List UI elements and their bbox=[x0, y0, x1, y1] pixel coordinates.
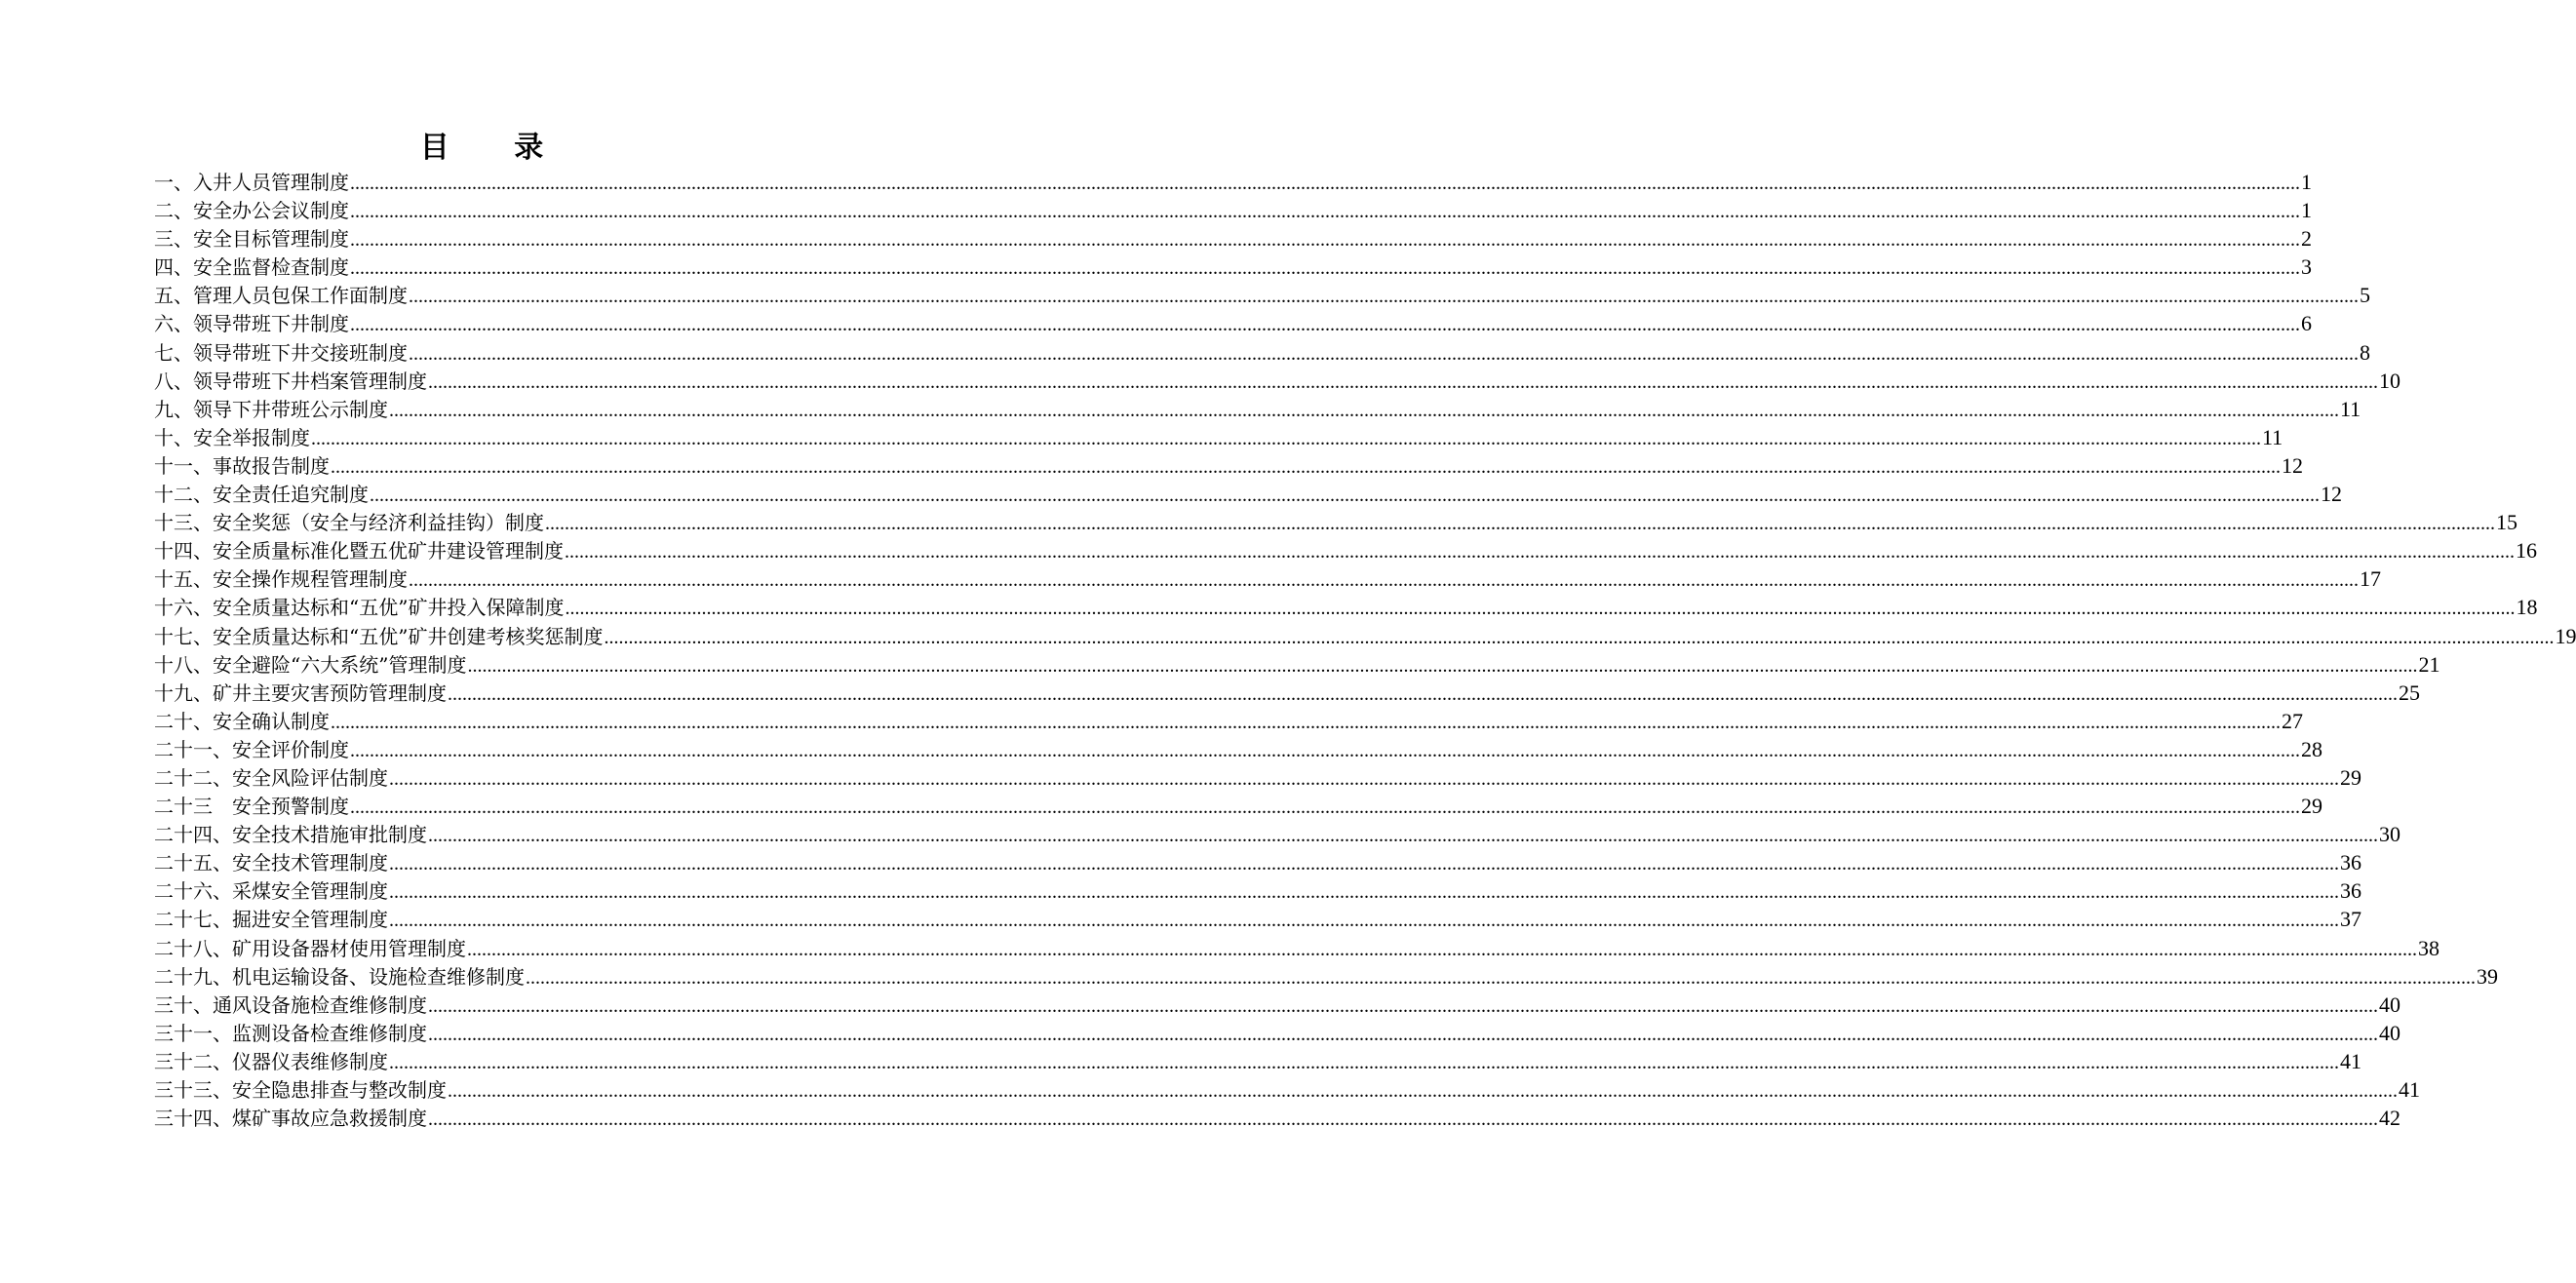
toc-dot-leader: ................................................................................................................................................................................................................................................................................................................................................................................................................ bbox=[409, 569, 2359, 592]
toc-page-number: 29 bbox=[2301, 794, 2322, 819]
toc-page-number: 8 bbox=[2360, 339, 2370, 365]
toc-page-number: 39 bbox=[2477, 963, 2498, 989]
toc-entry-title: 五、管理人员包保工作面制度 bbox=[154, 284, 408, 308]
toc-dot-leader: ................................................................................................................................................................................................................................................................................................................................................................................................................ bbox=[389, 910, 2339, 932]
toc-entry-title: 十八、安全避险“六大系统”管理制度 bbox=[154, 652, 467, 677]
toc-page-number: 41 bbox=[2399, 1077, 2420, 1102]
toc-entry-title: 十七、安全质量达标和“五优”矿井创建考核奖惩制度 bbox=[154, 624, 604, 648]
toc-entry[interactable] bbox=[154, 253, 2312, 281]
toc-dot-leader: ................................................................................................................................................................................................................................................................................................................................................................................................................ bbox=[604, 626, 2555, 648]
toc-entry[interactable] bbox=[154, 1104, 2400, 1132]
toc-page-number: 38 bbox=[2418, 935, 2439, 960]
toc-entry[interactable] bbox=[154, 707, 2303, 735]
toc-entry[interactable] bbox=[154, 309, 2312, 337]
toc-dot-leader: ................................................................................................................................................................................................................................................................................................................................................................................................................ bbox=[389, 767, 2339, 790]
toc-entry[interactable] bbox=[154, 338, 2370, 367]
toc-page-number: 19 bbox=[2555, 623, 2576, 648]
toc-entry[interactable] bbox=[154, 281, 2370, 309]
toc-entry[interactable] bbox=[154, 224, 2312, 253]
toc-entry[interactable] bbox=[154, 876, 2361, 905]
toc-entry[interactable] bbox=[154, 395, 2361, 423]
toc-entry-title: 十六、安全质量达标和“五优”矿井投入保障制度 bbox=[154, 596, 565, 620]
toc-dot-leader: ................................................................................................................................................................................................................................................................................................................................................................................................................ bbox=[389, 1051, 2339, 1073]
toc-entry-title: 四、安全监督检查制度 bbox=[154, 255, 349, 280]
toc-page-number: 5 bbox=[2360, 283, 2370, 308]
toc-entry-title: 二十四、安全技术措施审批制度 bbox=[154, 823, 427, 847]
toc-dot-leader: ................................................................................................................................................................................................................................................................................................................................................................................................................ bbox=[350, 229, 2300, 252]
toc-entry-title: 十一、事故报告制度 bbox=[154, 453, 330, 478]
toc-page-number: 30 bbox=[2379, 822, 2400, 847]
toc-entry[interactable] bbox=[154, 168, 2312, 196]
toc-dot-leader: ................................................................................................................................................................................................................................................................................................................................................................................................................ bbox=[428, 370, 2378, 393]
toc-dot-leader: ................................................................................................................................................................................................................................................................................................................................................................................................................ bbox=[350, 739, 2300, 761]
toc-entry-title: 三十一、监测设备检查维修制度 bbox=[154, 1021, 427, 1045]
table-of-contents bbox=[154, 168, 2576, 1132]
toc-dot-leader: ................................................................................................................................................................................................................................................................................................................................................................................................................ bbox=[370, 485, 2320, 507]
toc-page-number: 40 bbox=[2379, 991, 2400, 1017]
toc-page-number: 36 bbox=[2340, 850, 2361, 875]
toc-entry[interactable] bbox=[154, 905, 2361, 933]
toc-page-number: 6 bbox=[2301, 311, 2312, 336]
toc-page-number: 16 bbox=[2516, 538, 2537, 564]
toc-entry[interactable] bbox=[154, 1019, 2400, 1047]
toc-entry-title: 二十九、机电运输设备、设施检查维修制度 bbox=[154, 964, 525, 989]
toc-entry-title: 三十四、煤矿事故应急救援制度 bbox=[154, 1107, 427, 1131]
toc-entry[interactable] bbox=[154, 820, 2400, 848]
toc-page-number: 15 bbox=[2496, 510, 2517, 535]
toc-entry-title: 一、入井人员管理制度 bbox=[154, 171, 349, 194]
toc-page-number: 18 bbox=[2516, 595, 2538, 620]
toc-dot-leader: ................................................................................................................................................................................................................................................................................................................................................................................................................ bbox=[409, 342, 2359, 365]
toc-dot-leader: ................................................................................................................................................................................................................................................................................................................................................................................................................ bbox=[428, 1108, 2378, 1131]
toc-dot-leader: ................................................................................................................................................................................................................................................................................................................................................................................................................ bbox=[545, 513, 2495, 535]
toc-page-number: 40 bbox=[2379, 1020, 2400, 1045]
toc-dot-leader: ................................................................................................................................................................................................................................................................................................................................................................................................................ bbox=[331, 711, 2281, 733]
toc-dot-leader: ................................................................................................................................................................................................................................................................................................................................................................................................................ bbox=[331, 455, 2281, 478]
toc-entry-title: 二十七、掘进安全管理制度 bbox=[154, 908, 388, 932]
toc-entry-title: 二十三 安全预警制度 bbox=[154, 795, 349, 819]
toc-entry-title: 二十、安全确认制度 bbox=[154, 709, 330, 733]
toc-entry[interactable] bbox=[154, 564, 2381, 593]
toc-entry-title: 十三、安全奖惩（安全与经济利益挂钩）制度 bbox=[154, 511, 544, 535]
toc-entry-title: 八、领导带班下井档案管理制度 bbox=[154, 369, 427, 393]
toc-entry-title: 三、安全目标管理制度 bbox=[154, 227, 349, 252]
toc-dot-leader: ................................................................................................................................................................................................................................................................................................................................................................................................................ bbox=[311, 427, 2261, 449]
toc-page-number: 42 bbox=[2379, 1106, 2400, 1131]
toc-dot-leader: ................................................................................................................................................................................................................................................................................................................................................................................................................ bbox=[467, 654, 2418, 677]
toc-dot-leader: ................................................................................................................................................................................................................................................................................................................................................................................................................ bbox=[409, 286, 2359, 308]
toc-entry-title: 二十二、安全风险评估制度 bbox=[154, 765, 388, 790]
toc-page-number: 2 bbox=[2301, 226, 2312, 252]
toc-dot-leader: ................................................................................................................................................................................................................................................................................................................................................................................................................ bbox=[350, 257, 2300, 280]
toc-entry-title: 三十、通风设备施检查维修制度 bbox=[154, 992, 427, 1017]
toc-page-number: 21 bbox=[2418, 651, 2440, 677]
toc-dot-leader: ................................................................................................................................................................................................................................................................................................................................................................................................................ bbox=[467, 938, 2417, 960]
toc-entry[interactable] bbox=[154, 196, 2312, 224]
toc-entry-title: 十五、安全操作规程管理制度 bbox=[154, 567, 408, 592]
toc-page-number: 28 bbox=[2301, 736, 2322, 761]
toc-entry-title: 七、领导带班下井交接班制度 bbox=[154, 340, 408, 365]
toc-entry[interactable] bbox=[154, 991, 2400, 1019]
toc-entry[interactable] bbox=[154, 451, 2303, 480]
toc-page-number: 11 bbox=[2262, 424, 2283, 449]
toc-dot-leader: ................................................................................................................................................................................................................................................................................................................................................................................................................ bbox=[526, 966, 2476, 989]
toc-entry[interactable] bbox=[154, 367, 2400, 395]
toc-entry[interactable] bbox=[154, 650, 2440, 679]
toc-entry-title: 三十二、仪器仪表维修制度 bbox=[154, 1049, 388, 1073]
toc-entry-title: 二十一、安全评价制度 bbox=[154, 737, 349, 761]
toc-entry-title: 二十五、安全技术管理制度 bbox=[154, 851, 388, 875]
toc-entry[interactable] bbox=[154, 536, 2537, 564]
toc-dot-leader: ................................................................................................................................................................................................................................................................................................................................................................................................................ bbox=[389, 399, 2339, 421]
toc-entry-title: 二、安全办公会议制度 bbox=[154, 199, 349, 223]
toc-page-number: 27 bbox=[2282, 708, 2303, 733]
toc-entry[interactable] bbox=[154, 593, 2538, 621]
toc-entry-title: 九、领导下井带班公示制度 bbox=[154, 397, 388, 421]
toc-entry-title: 十、安全举报制度 bbox=[154, 425, 310, 449]
toc-entry[interactable] bbox=[154, 763, 2361, 792]
toc-dot-leader: ................................................................................................................................................................................................................................................................................................................................................................................................................ bbox=[448, 682, 2398, 705]
toc-dot-leader: ................................................................................................................................................................................................................................................................................................................................................................................................................ bbox=[389, 881, 2339, 904]
toc-dot-leader: ................................................................................................................................................................................................................................................................................................................................................................................................................ bbox=[389, 853, 2339, 875]
toc-entry[interactable] bbox=[154, 962, 2498, 991]
toc-page-number: 17 bbox=[2360, 566, 2381, 592]
toc-entry-title: 十九、矿井主要灾害预防管理制度 bbox=[154, 680, 447, 705]
toc-page-number: 10 bbox=[2379, 368, 2400, 393]
toc-dot-leader: ................................................................................................................................................................................................................................................................................................................................................................................................................ bbox=[350, 797, 2300, 819]
toc-dot-leader: ................................................................................................................................................................................................................................................................................................................................................................................................................ bbox=[350, 201, 2300, 223]
toc-page-number: 1 bbox=[2301, 198, 2312, 223]
toc-entry[interactable] bbox=[154, 1075, 2420, 1104]
toc-page-number: 29 bbox=[2340, 764, 2361, 790]
toc-page-number: 25 bbox=[2399, 680, 2420, 705]
toc-entry-title: 十二、安全责任追究制度 bbox=[154, 483, 369, 507]
toc-entry[interactable] bbox=[154, 480, 2342, 508]
toc-page-number: 12 bbox=[2282, 452, 2303, 478]
page-title: 目 录 bbox=[419, 131, 571, 165]
toc-entry-title: 三十三、安全隐患排查与整改制度 bbox=[154, 1078, 447, 1102]
toc-entry[interactable] bbox=[154, 735, 2322, 763]
toc-dot-leader: ................................................................................................................................................................................................................................................................................................................................................................................................................ bbox=[428, 994, 2378, 1017]
toc-page-number: 3 bbox=[2301, 254, 2312, 280]
toc-dot-leader: ................................................................................................................................................................................................................................................................................................................................................................................................................ bbox=[350, 314, 2300, 336]
toc-dot-leader: ................................................................................................................................................................................................................................................................................................................................................................................................................ bbox=[448, 1080, 2398, 1102]
toc-entry-title: 二十八、矿用设备器材使用管理制度 bbox=[154, 936, 466, 960]
toc-page-number: 1 bbox=[2301, 170, 2312, 194]
toc-dot-leader: ................................................................................................................................................................................................................................................................................................................................................................................................................ bbox=[350, 173, 2300, 194]
toc-dot-leader: ................................................................................................................................................................................................................................................................................................................................................................................................................ bbox=[428, 1023, 2378, 1045]
toc-entry-title: 二十六、采煤安全管理制度 bbox=[154, 879, 388, 904]
toc-entry[interactable] bbox=[154, 423, 2283, 451]
toc-entry[interactable] bbox=[154, 934, 2439, 962]
toc-entry-title: 十四、安全质量标准化暨五优矿井建设管理制度 bbox=[154, 539, 564, 564]
toc-page-number: 41 bbox=[2340, 1048, 2361, 1073]
toc-page-number: 11 bbox=[2340, 396, 2361, 421]
toc-dot-leader: ................................................................................................................................................................................................................................................................................................................................................................................................................ bbox=[428, 825, 2378, 847]
toc-entry-title: 六、领导带班下井制度 bbox=[154, 312, 349, 336]
toc-page-number: 37 bbox=[2340, 907, 2361, 932]
toc-entry[interactable] bbox=[154, 792, 2322, 820]
toc-page-number: 12 bbox=[2321, 482, 2342, 507]
toc-dot-leader: ................................................................................................................................................................................................................................................................................................................................................................................................................ bbox=[565, 541, 2515, 564]
toc-entry[interactable] bbox=[154, 508, 2517, 536]
toc-entry[interactable] bbox=[154, 848, 2361, 876]
toc-entry[interactable] bbox=[154, 622, 2576, 650]
toc-entry[interactable] bbox=[154, 679, 2420, 707]
toc-dot-leader: ................................................................................................................................................................................................................................................................................................................................................................................................................ bbox=[565, 598, 2516, 620]
toc-entry[interactable] bbox=[154, 1047, 2361, 1075]
toc-page-number: 36 bbox=[2340, 878, 2361, 904]
